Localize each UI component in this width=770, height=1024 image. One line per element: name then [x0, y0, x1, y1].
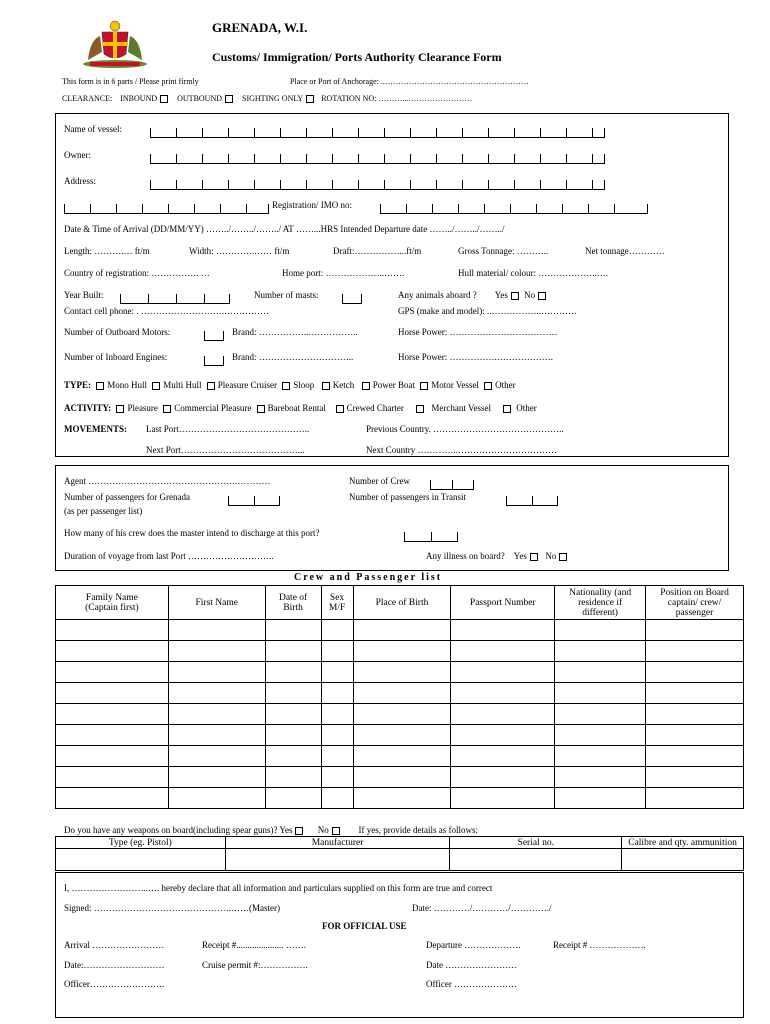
- activity-bareboat-checkbox[interactable]: [257, 405, 265, 413]
- discharge-label: How many of his crew does the master intend to discharge at this port?: [64, 528, 320, 538]
- form-subtitle: Customs/ Immigration/ Ports Authority Clearance Form: [212, 50, 502, 64]
- outboard-hp-field[interactable]: Horse Power: ………………………………: [398, 327, 558, 337]
- crew-table-cell[interactable]: [168, 746, 265, 767]
- crew-table-cell[interactable]: [353, 641, 451, 662]
- activity-other: Other: [516, 403, 537, 413]
- crew-table-cell[interactable]: [265, 641, 321, 662]
- agent-field[interactable]: Agent ………………………………………….…………: [64, 476, 271, 486]
- col-passport-number: Passport Number: [451, 586, 555, 620]
- crew-table-cell[interactable]: [321, 767, 353, 788]
- weapons-row: [64, 825, 478, 835]
- crew-table-cell[interactable]: [56, 725, 169, 746]
- gps-field[interactable]: GPS (make and model): ..……………..…………: [398, 306, 577, 316]
- crew-table-cell[interactable]: [321, 641, 353, 662]
- inbound-checkbox[interactable]: [160, 95, 168, 103]
- animals-label: Any animals aboard ?: [398, 290, 477, 300]
- crew-table-cell[interactable]: [451, 746, 555, 767]
- official-departure[interactable]: Departure ……………….: [426, 940, 521, 950]
- crew-table-cell[interactable]: [353, 704, 451, 725]
- hull-material-field[interactable]: Hull material/ colour: ………………..….: [458, 268, 608, 278]
- masts-label: Number of masts:: [254, 290, 319, 300]
- type-ketch-checkbox[interactable]: [322, 382, 330, 390]
- crew-table-cell[interactable]: [353, 620, 451, 641]
- crew-table-cell[interactable]: [451, 767, 555, 788]
- type-other: Other: [495, 380, 516, 390]
- official-receipt-departure[interactable]: Receipt # ……………….: [553, 940, 646, 950]
- activity-bareboat: Bareboat Rental: [267, 403, 326, 413]
- home-port-field[interactable]: Home port: ………………..…….: [282, 268, 405, 278]
- animals-yes-checkbox[interactable]: [511, 292, 519, 300]
- col-calibre: Calibre and qty. ammunition: [622, 837, 744, 849]
- vessel-name-comb[interactable]: [150, 124, 605, 142]
- type-power-boat: Power Boat: [372, 380, 416, 390]
- activity-merchant: Merchant Vessel: [431, 403, 491, 413]
- official-officer-arrival[interactable]: Officer…………………….: [64, 979, 165, 989]
- weapon-manufacturer-cell[interactable]: [225, 849, 450, 871]
- activity-row: [64, 403, 537, 413]
- crew-list-title: Crew and Passenger list: [294, 572, 443, 583]
- outbound-label: OUTBOUND: [177, 94, 223, 103]
- crew-table-cell[interactable]: [646, 683, 744, 704]
- crew-table-cell[interactable]: [646, 746, 744, 767]
- col-sex: Sex M/F: [321, 586, 353, 620]
- crew-table-cell[interactable]: [265, 746, 321, 767]
- crew-table-cell[interactable]: [451, 620, 555, 641]
- crew-passenger-table: [55, 585, 744, 809]
- crew-number-label: Number of Crew: [349, 476, 410, 486]
- official-date-departure[interactable]: Date ……………………: [426, 960, 518, 970]
- voyage-duration-field[interactable]: Duration of voyage from last Port ………………………..: [64, 551, 274, 561]
- weapons-table: [55, 836, 744, 871]
- activity-pleasure: Pleasure: [127, 403, 158, 413]
- crew-table-row: [56, 662, 744, 683]
- crew-table-cell[interactable]: [646, 788, 744, 809]
- outboard-comb[interactable]: [204, 327, 224, 345]
- sighting-checkbox[interactable]: [306, 95, 314, 103]
- col-weapon-type: Type (eg. Pistol): [56, 837, 226, 849]
- illness-row: [426, 551, 570, 561]
- type-ketch: Ketch: [332, 380, 355, 390]
- animals-no-checkbox[interactable]: [538, 292, 546, 300]
- place-of-anchorage[interactable]: Place or Port of Anchorage: ..………………………………………………: [290, 77, 529, 86]
- crew-table-cell[interactable]: [353, 767, 451, 788]
- activity-commercial: Commercial Pleasure: [174, 403, 252, 413]
- crew-table-row: [56, 725, 744, 746]
- vessel-name-label: Name of vessel:: [64, 124, 122, 134]
- crew-table-cell[interactable]: [555, 746, 646, 767]
- declaration-text[interactable]: I, ……………………..…. hereby declare that all information and particulars supplied on this form are true and correct: [64, 883, 493, 893]
- declaration-date-field[interactable]: Date: …………/…………/…………./: [412, 903, 552, 913]
- illness-yes-label: Yes: [513, 551, 527, 561]
- discharge-comb[interactable]: [404, 528, 458, 546]
- crew-table-cell[interactable]: [265, 725, 321, 746]
- crew-table-cell[interactable]: [56, 767, 169, 788]
- crew-table-cell[interactable]: [265, 662, 321, 683]
- crew-table-cell[interactable]: [555, 704, 646, 725]
- crew-table-cell[interactable]: [56, 746, 169, 767]
- crew-table-cell[interactable]: [555, 788, 646, 809]
- crew-table-row: [56, 767, 744, 788]
- signed-field[interactable]: Signed: ……………………………………….……(Master): [64, 903, 280, 913]
- type-other-checkbox[interactable]: [484, 382, 492, 390]
- type-pleasure-cruiser-checkbox[interactable]: [207, 382, 215, 390]
- grenada-coat-of-arms: [80, 18, 150, 70]
- crew-table-cell[interactable]: [353, 746, 451, 767]
- form-title: GRENADA, W.I.: [212, 20, 308, 35]
- crew-table-cell[interactable]: [646, 620, 744, 641]
- activity-crewed: Crewed Charter: [346, 403, 404, 413]
- weapons-no-label: No: [317, 825, 329, 835]
- clearance-label: CLEARANCE:: [62, 94, 113, 103]
- activity-label: ACTIVITY:: [64, 403, 112, 413]
- crew-table-cell[interactable]: [321, 788, 353, 809]
- crew-table-cell[interactable]: [265, 620, 321, 641]
- masts-comb[interactable]: [342, 290, 362, 308]
- crew-table-row: [56, 704, 744, 725]
- col-position: Position on Board captain/ crew/ passenger: [646, 586, 744, 620]
- col-manufacturer: Manufacturer: [225, 837, 450, 849]
- next-country-field[interactable]: Next Country …………..……………………………: [366, 445, 557, 455]
- type-mono-hull: Mono Hull: [107, 380, 148, 390]
- passengers-grenada-label: Number of passengers for Grenada: [64, 492, 190, 502]
- rotation-no[interactable]: ROTATION NO: ………...……………………: [321, 94, 473, 103]
- weapons-question: Do you have any weapons on board(including spear guns)? Yes: [64, 825, 293, 835]
- official-cruise-permit[interactable]: Cruise permit #:…………….: [202, 960, 308, 970]
- crew-table-cell[interactable]: [646, 725, 744, 746]
- previous-country-field[interactable]: Previous Country. ……………………………………..: [366, 424, 564, 434]
- crew-table-cell[interactable]: [56, 662, 169, 683]
- activity-crewed-checkbox[interactable]: [336, 405, 344, 413]
- weapon-serial-cell[interactable]: [450, 849, 622, 871]
- crew-table-cell[interactable]: [168, 767, 265, 788]
- crew-table-cell[interactable]: [646, 704, 744, 725]
- owner-comb[interactable]: [150, 150, 605, 168]
- activity-pleasure-checkbox[interactable]: [116, 405, 124, 413]
- crew-table-cell[interactable]: [555, 620, 646, 641]
- inboard-brand-field[interactable]: Brand: …………………………..: [232, 352, 354, 362]
- crew-table-cell[interactable]: [555, 683, 646, 704]
- next-port-field[interactable]: Next Port…………………………………...: [146, 445, 305, 455]
- crew-table-cell[interactable]: [265, 767, 321, 788]
- crew-table-cell[interactable]: [555, 767, 646, 788]
- inbound-label: INBOUND: [120, 94, 158, 103]
- type-sloop-checkbox[interactable]: [282, 382, 290, 390]
- official-receipt-arrival[interactable]: Receipt #..................... …….: [202, 940, 306, 950]
- inboard-label: Number of Inboard Engines:: [64, 352, 168, 362]
- col-serial-no: Serial no.: [450, 837, 622, 849]
- address-comb[interactable]: [150, 176, 605, 194]
- official-officer-departure[interactable]: Officer …………………: [426, 979, 518, 989]
- crew-table-cell[interactable]: [451, 683, 555, 704]
- crew-table-cell[interactable]: [646, 767, 744, 788]
- crew-table-cell[interactable]: [451, 788, 555, 809]
- crew-table-cell[interactable]: [56, 683, 169, 704]
- owner-label: Owner:: [64, 150, 91, 160]
- arrival-datetime[interactable]: Date & Time of Arrival (DD/MM/YY) ……../……../……../ AT ……...HRS Intended Departure date ……../……../……../: [64, 224, 505, 234]
- crew-table-cell[interactable]: [168, 662, 265, 683]
- crew-table-cell[interactable]: [353, 683, 451, 704]
- crew-table-cell[interactable]: [321, 620, 353, 641]
- inboard-comb[interactable]: [204, 352, 224, 370]
- crew-table-row: [56, 788, 744, 809]
- crew-table-cell[interactable]: [321, 662, 353, 683]
- passengers-transit-comb[interactable]: [506, 492, 558, 510]
- crew-table-cell[interactable]: [451, 725, 555, 746]
- weapons-no-checkbox[interactable]: [332, 827, 340, 835]
- weapons-if-yes: If yes, provide details as follows:: [358, 825, 478, 835]
- inboard-hp-field[interactable]: Horse Power: …………….……………….: [398, 352, 553, 362]
- illness-no-checkbox[interactable]: [559, 553, 567, 561]
- col-nationality: Nationality (and residence if different): [555, 586, 646, 620]
- type-motor-vessel: Motor Vessel: [431, 380, 479, 390]
- official-date-arrival[interactable]: Date:………………………: [64, 960, 165, 970]
- contact-cell-field[interactable]: Contact cell phone: . ……………………….……………: [64, 306, 269, 316]
- imo-label: Registration/ IMO no:: [272, 200, 352, 210]
- illness-yes-checkbox[interactable]: [530, 553, 538, 561]
- activity-other-checkbox[interactable]: [503, 405, 511, 413]
- crew-table-cell[interactable]: [56, 620, 169, 641]
- length-field[interactable]: Length: ……….… ft/m: [64, 246, 150, 256]
- crew-table-cell[interactable]: [321, 725, 353, 746]
- crew-table-cell[interactable]: [451, 641, 555, 662]
- crew-table-cell[interactable]: [321, 683, 353, 704]
- type-row: [64, 380, 516, 390]
- type-sloop: Sloop: [293, 380, 315, 390]
- type-multi-hull: Multi Hull: [163, 380, 202, 390]
- clearance-row: [62, 94, 472, 103]
- crew-table-cell[interactable]: [168, 725, 265, 746]
- crew-table-cell[interactable]: [56, 788, 169, 809]
- crew-table-row: [56, 746, 744, 767]
- crew-table-cell[interactable]: [321, 704, 353, 725]
- crew-table-cell[interactable]: [265, 683, 321, 704]
- crew-table-cell[interactable]: [265, 704, 321, 725]
- outbound-checkbox[interactable]: [225, 95, 233, 103]
- activity-commercial-checkbox[interactable]: [163, 405, 171, 413]
- weapon-type-cell[interactable]: [56, 849, 226, 871]
- crew-table-row: [56, 683, 744, 704]
- type-mono-hull-checkbox[interactable]: [96, 382, 104, 390]
- passenger-list-note: (as per passenger list): [64, 506, 143, 516]
- type-multi-hull-checkbox[interactable]: [152, 382, 160, 390]
- crew-table-cell[interactable]: [168, 641, 265, 662]
- crew-table-row: [56, 620, 744, 641]
- crew-table-cell[interactable]: [353, 662, 451, 683]
- address-comb-2[interactable]: [64, 200, 269, 218]
- illness-no-label: No: [545, 551, 557, 561]
- crew-table-cell[interactable]: [168, 788, 265, 809]
- col-first-name: First Name: [168, 586, 265, 620]
- crew-table-cell[interactable]: [555, 641, 646, 662]
- crew-table-cell[interactable]: [168, 683, 265, 704]
- animals-yes-label: Yes: [494, 290, 508, 300]
- imo-comb[interactable]: [380, 200, 648, 218]
- crew-table-cell[interactable]: [451, 662, 555, 683]
- official-arrival[interactable]: Arrival ……………………: [64, 940, 165, 950]
- weapons-header-row: [56, 837, 744, 849]
- year-built-label: Year Built:: [64, 290, 104, 300]
- col-date-of-birth: Date of Birth: [265, 586, 321, 620]
- crew-table-cell[interactable]: [646, 662, 744, 683]
- crew-table-cell[interactable]: [555, 725, 646, 746]
- crew-table-cell[interactable]: [56, 704, 169, 725]
- movements-label: MOVEMENTS:: [64, 424, 127, 434]
- crew-table-cell[interactable]: [555, 662, 646, 683]
- crew-table-cell[interactable]: [321, 746, 353, 767]
- type-pleasure-cruiser: Pleasure Cruiser: [217, 380, 278, 390]
- country-registration-field[interactable]: Country of registration: ……………. …: [64, 268, 210, 278]
- width-field[interactable]: Width: ………….…… ft/m: [189, 246, 290, 256]
- activity-merchant-checkbox[interactable]: [416, 405, 424, 413]
- col-family-name: Family Name (Captain first): [56, 586, 169, 620]
- passengers-transit-label: Number of passengers in Transit: [349, 492, 466, 502]
- crew-table-cell[interactable]: [646, 641, 744, 662]
- illness-label: Any illness on board?: [426, 551, 505, 561]
- passengers-grenada-comb[interactable]: [228, 492, 280, 510]
- outboard-label: Number of Outboard Motors:: [64, 327, 171, 337]
- crew-table-cell[interactable]: [353, 788, 451, 809]
- net-tonnage-field[interactable]: Net tonnage…………: [585, 246, 665, 256]
- address-label: Address:: [64, 176, 96, 186]
- crew-header-row: [56, 586, 744, 620]
- outboard-brand-field[interactable]: Brand: ……………..……………..: [232, 327, 358, 337]
- crew-table-cell[interactable]: [168, 620, 265, 641]
- crew-table-cell[interactable]: [451, 704, 555, 725]
- weapons-row-entry: [56, 849, 744, 871]
- crew-table-row: [56, 641, 744, 662]
- animals-row: [398, 290, 549, 300]
- official-use-title: FOR OFFICIAL USE: [322, 921, 407, 931]
- type-power-boat-checkbox[interactable]: [362, 382, 370, 390]
- weapons-yes-checkbox[interactable]: [295, 827, 303, 835]
- crew-table-cell[interactable]: [56, 641, 169, 662]
- draft-field[interactable]: Draft:……………...ft/m: [333, 246, 422, 256]
- animals-no-label: No: [524, 290, 536, 300]
- type-motor-vessel-checkbox[interactable]: [420, 382, 428, 390]
- weapon-calibre-cell[interactable]: [622, 849, 744, 871]
- last-port-field[interactable]: Last Port……………………………………..: [146, 424, 310, 434]
- col-place-of-birth: Place of Birth: [353, 586, 451, 620]
- sighting-label: SIGHTING ONLY: [242, 94, 304, 103]
- crew-table-cell[interactable]: [168, 704, 265, 725]
- gross-tonnage-field[interactable]: Gross Tonnage: ………..: [458, 246, 549, 256]
- crew-table-cell[interactable]: [265, 788, 321, 809]
- type-label: TYPE:: [64, 380, 91, 390]
- parts-note: This form is in 6 parts / Please print firmly: [62, 77, 199, 86]
- crew-table-cell[interactable]: [353, 725, 451, 746]
